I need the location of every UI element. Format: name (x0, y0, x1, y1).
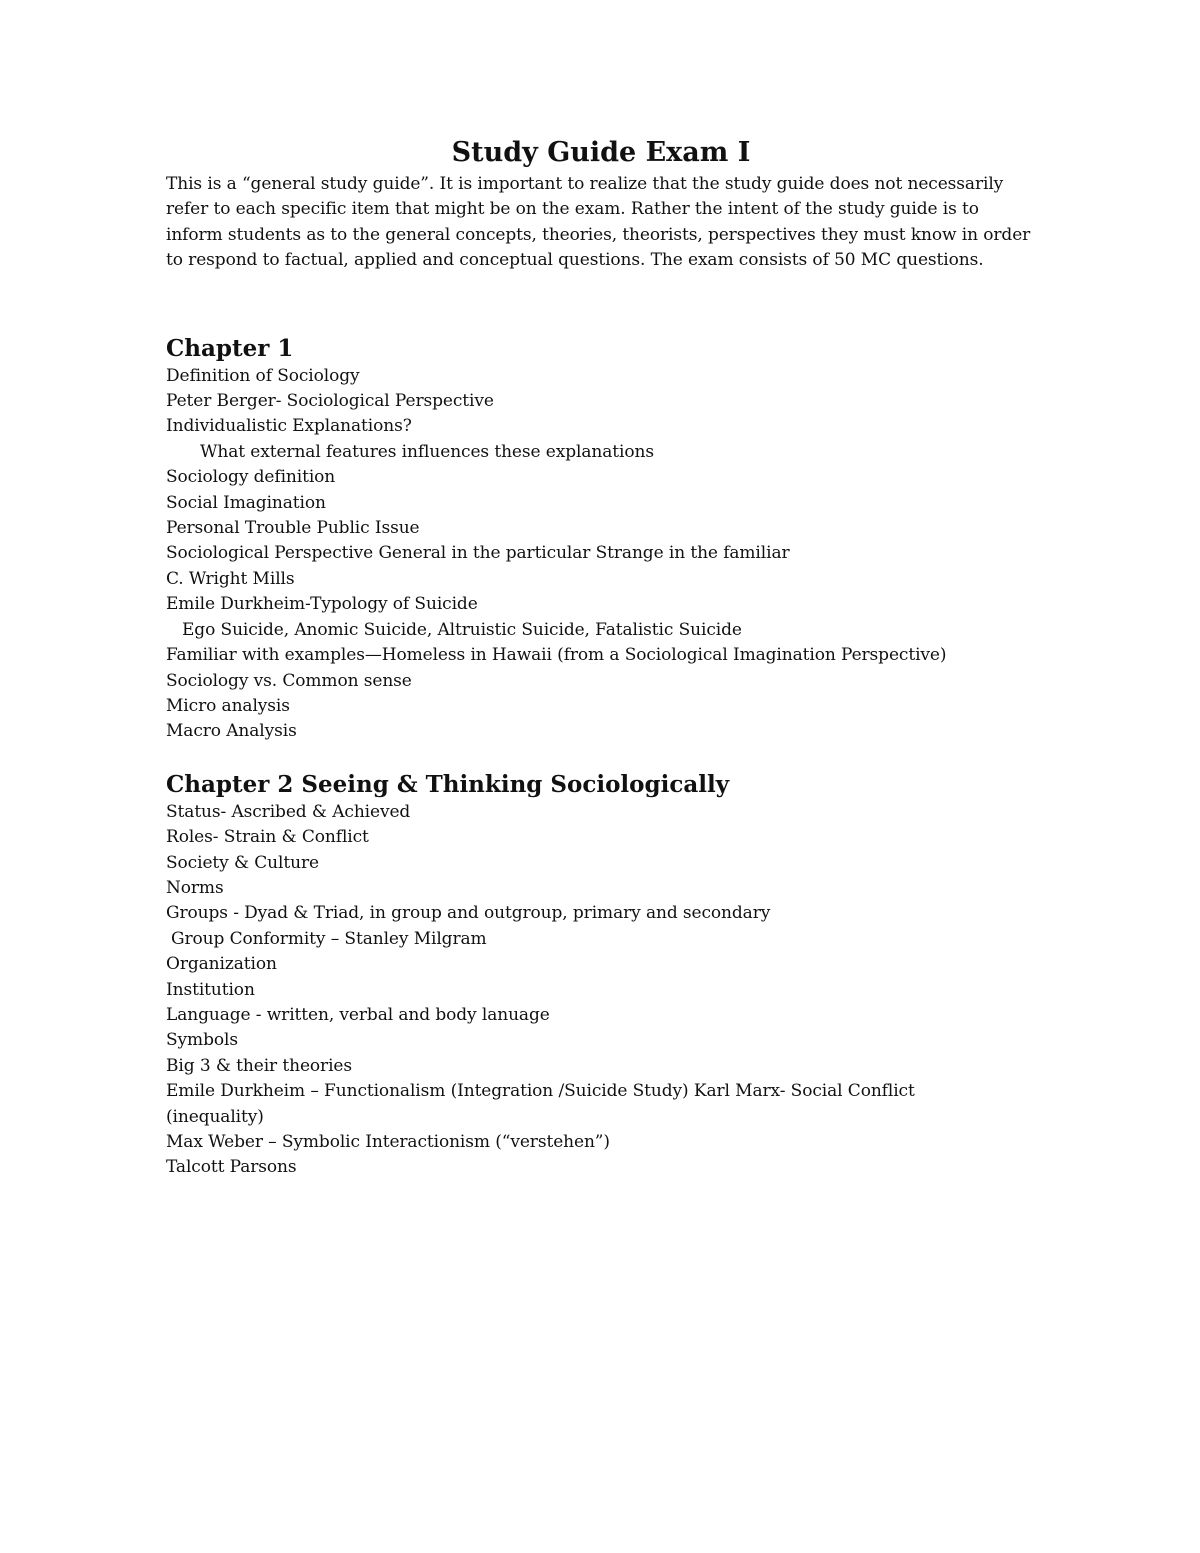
chapter2-heading: Chapter 2 Seeing & Thinking Sociologically (166, 770, 730, 798)
chapter1-heading: Chapter 1 (166, 334, 294, 362)
document-title: Study Guide Exam I (451, 137, 751, 168)
list-item: Roles- Strain & Conflict (166, 827, 369, 848)
list-item: Individualistic Explanations? (166, 416, 412, 437)
chapter1-topic-list (166, 364, 1036, 745)
list-item: Talcott Parsons (166, 1157, 297, 1178)
list-item: Sociological Perspective General in the particular Strange in the familiar (166, 543, 790, 564)
list-item: Macro Analysis (166, 721, 297, 742)
list-item: What external features influences these explanations (200, 441, 654, 462)
list-item: Sociology definition (166, 467, 336, 488)
intro-paragraph: This is a “general study guide”. It is important to realize that the study guide does not necessarily refer to each specific item that might be on the exam. Rather the intent of the study guide is to inform students as to the general concepts, theories, theorists, perspectives they must know in order to respond to factual, applied and conceptual questions. The exam consists of 50 MC questions. (166, 174, 1031, 271)
document-page (166, 136, 1036, 1181)
list-item: Micro analysis (166, 695, 290, 716)
list-item: Personal Trouble Public Issue (166, 518, 420, 539)
chapter1-section (166, 334, 1036, 745)
list-item: Emile Durkheim-Typology of Suicide (166, 594, 478, 615)
list-item: C. Wright Mills (166, 568, 295, 589)
list-item: Society & Culture (166, 852, 319, 873)
list-item: Peter Berger- Sociological Perspective (166, 391, 494, 412)
list-item: Big 3 & their theories (166, 1055, 353, 1076)
list-item: (inequality) (166, 1106, 264, 1127)
list-item: Group Conformity – Stanley Milgram (171, 928, 487, 949)
list-item: Groups - Dyad & Triad, in group and outgroup, primary and secondary (166, 903, 771, 924)
list-item: Status- Ascribed & Achieved (166, 801, 411, 822)
list-item: Language - written, verbal and body lanuage (166, 1004, 550, 1025)
list-item: Organization (166, 954, 277, 975)
list-item: Social Imagination (166, 492, 326, 513)
list-item: Institution (166, 979, 255, 1000)
list-item: Familiar with examples—Homeless in Hawaii (from a Sociological Imagination Perspective) (166, 645, 947, 666)
list-item: Sociology vs. Common sense (166, 670, 412, 691)
list-item: Symbols (166, 1030, 238, 1051)
list-item: Ego Suicide, Anomic Suicide, Altruistic Suicide, Fatalistic Suicide (182, 619, 742, 640)
list-item: Norms (166, 877, 224, 898)
list-item: Definition of Sociology (166, 365, 360, 386)
list-item: Max Weber – Symbolic Interactionism (“verstehen”) (166, 1132, 610, 1152)
chapter2-topic-list (166, 800, 1036, 1181)
chapter2-section (166, 770, 1036, 1181)
list-item: Emile Durkheim – Functionalism (Integration /Suicide Study) Karl Marx- Social Conflict (166, 1081, 915, 1102)
